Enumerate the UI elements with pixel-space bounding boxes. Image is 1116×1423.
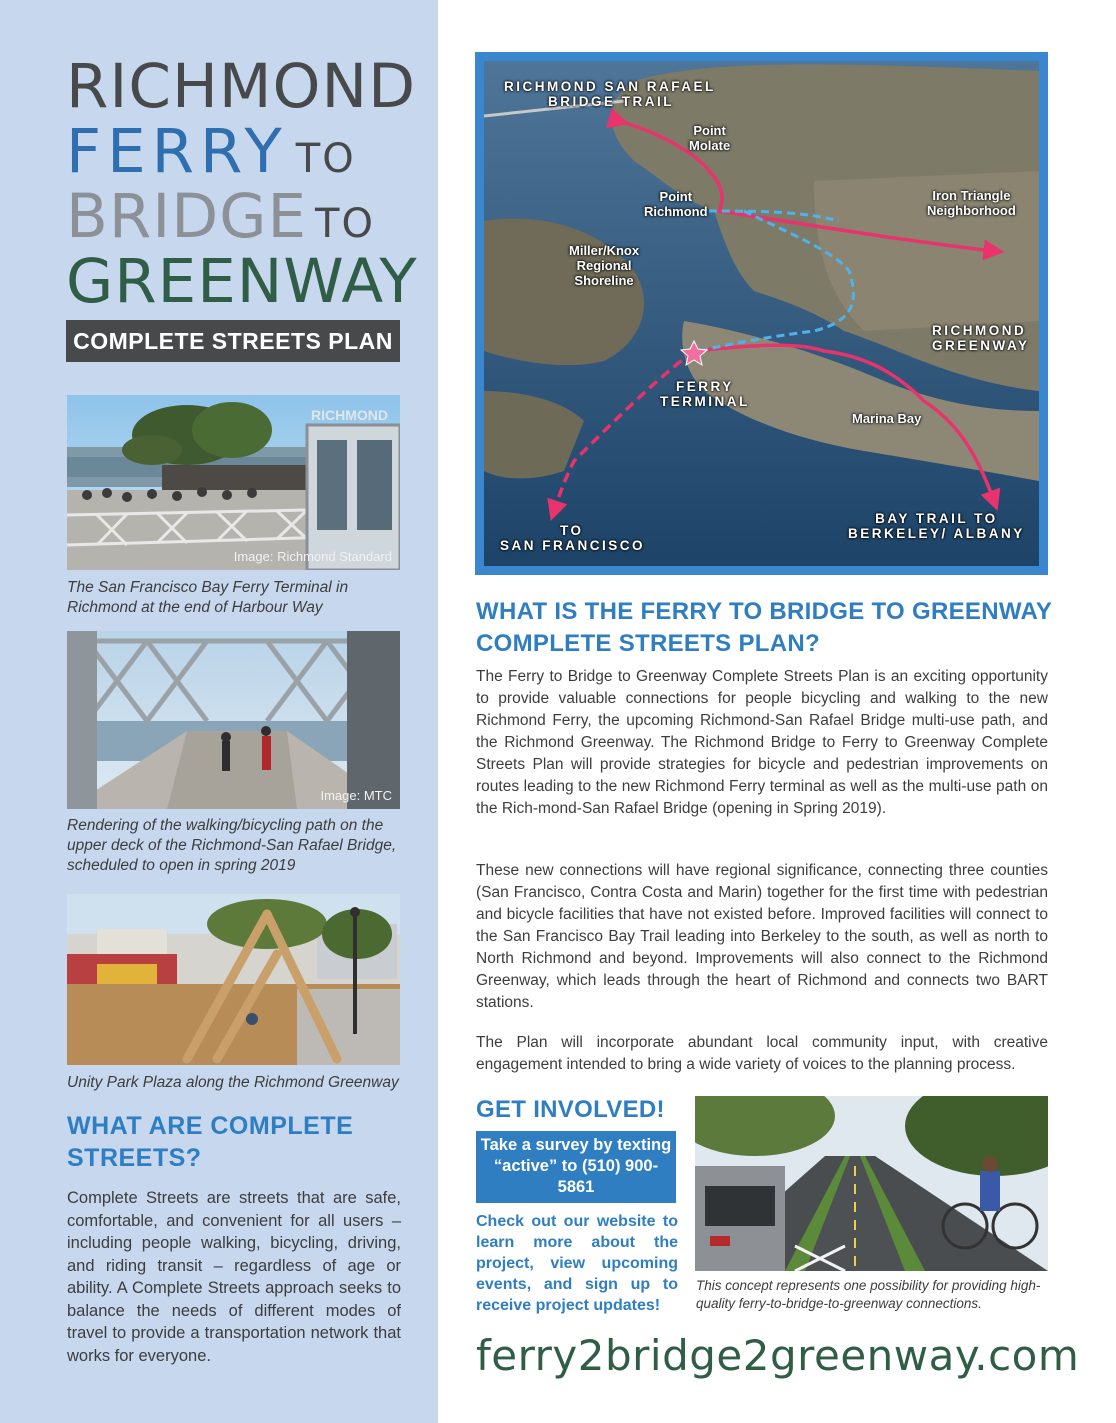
plan-heading: WHAT IS THE FERRY TO BRIDGE TO GREENWAY COMPLETE STREETS PLAN? — [476, 598, 1052, 657]
bridge-path-photo — [67, 631, 400, 809]
richmond-sign-text: RICHMOND — [311, 407, 388, 423]
unity-park-image — [67, 894, 400, 1065]
ferry-terminal-caption: The San Francisco Bay Ferry Terminal in Richmond at the end of Harbour Way — [67, 579, 349, 616]
website-url-link[interactable]: ferry2bridge2greenway.com — [476, 1331, 1080, 1380]
plan-paragraph-3: The Plan will incorporate abundant local community input, with creative engagement intended to bring a wide variety of voices to the planning process. — [476, 1034, 1048, 1073]
title-to-2: TO — [315, 201, 375, 247]
label-to-san-francisco: TO SAN FRANCISCO — [500, 523, 646, 553]
aerial-route-map — [475, 52, 1048, 575]
document-title — [66, 51, 426, 317]
photo-credit-2: Image: MTC — [320, 788, 392, 803]
website-callout: Check out our website to learn more about the project, view upcoming events, and sign up to receive project updates! — [476, 1213, 678, 1314]
ferry-terminal-photo — [67, 395, 400, 570]
plan-paragraph-2: These new connections will have regional significance, connecting three counties (San Francisco, Contra Costa and Marin) together for the first time with pedestrian and bicycle facilities that have not existed before. Improved facilities will connect to the San Francisco Bay Trail leading into Berkeley to the south, as well as north to North Richmond and beyond. Improvements will also connect to the Richmond Greenway, which leads through the heart of Richmond and connects two BART stations. — [476, 862, 1048, 1011]
unity-park-photo — [67, 894, 400, 1065]
label-ferry-terminal: FERRY TERMINAL — [660, 379, 750, 409]
complete-streets-body: Complete Streets are streets that are safe, comfortable, and convenient for all users – including people walking, bicycling, driving, and riding transit – regardless of age or ability. A Complete Streets approach seeks to balance the needs of different modes of travel to provide a transportation network that works for everyone. — [67, 1189, 401, 1365]
label-bay-trail: BAY TRAIL TO BERKELEY/ ALBANY — [848, 511, 1025, 541]
label-point-richmond: Point Richmond — [644, 189, 708, 219]
map-image — [484, 61, 1039, 566]
label-point-molate: Point Molate — [689, 123, 731, 153]
title-to-1: TO — [295, 136, 356, 182]
concept-rendering-image — [695, 1096, 1048, 1271]
get-involved-heading: GET INVOLVED! — [476, 1096, 665, 1123]
map-graphic — [484, 61, 1039, 566]
title-ferry: FERRY — [66, 116, 288, 187]
title-bridge-line — [66, 181, 426, 252]
title-ferry-line — [66, 116, 426, 187]
bridge-path-image — [67, 631, 400, 809]
unity-park-caption: Unity Park Plaza along the Richmond Greenway — [67, 1074, 399, 1091]
title-bridge: BRIDGE — [66, 181, 308, 252]
ferry-terminal-image — [67, 395, 400, 570]
bridge-path-caption: Rendering of the walking/bicycling path on the upper deck of the Richmond-San Rafael Bridge, scheduled to open in spring 2019 — [67, 817, 397, 874]
plan-paragraph-1: The Ferry to Bridge to Greenway Complete Streets Plan is an exciting opportunity to provide valuable connections for people bicycling and walking to the new Richmond Ferry, the upcoming Richmond-San Rafael Bridge multi-use path, and the Richmond Greenway. The Richmond Bridge to Ferry to Greenway Complete Streets Plan will provide strategies for bicycle and pedestrian improvements on routes leading to the new Richmond Ferry terminal as well as the multi-use path on the Rich-mond-San Rafael Bridge (opening in Spring 2019). — [476, 668, 1048, 817]
title-richmond: RICHMOND — [66, 51, 417, 122]
concept-rendering-photo — [695, 1096, 1048, 1271]
label-bridge-trail: RICHMOND SAN RAFAEL BRIDGE TRAIL — [504, 79, 716, 109]
survey-callout: Take a survey by texting “active” to (510) 900-5861 — [476, 1131, 676, 1203]
title-greenway: GREENWAY — [66, 246, 418, 317]
photo-credit-1: Image: Richmond Standard — [233, 549, 392, 564]
label-iron-triangle: Iron Triangle Neighborhood — [927, 188, 1016, 218]
concept-caption: This concept represents one possibility for providing high-quality ferry-to-bridge-to-greenway connections. — [696, 1278, 1041, 1311]
label-marina-bay: Marina Bay — [852, 411, 922, 426]
label-richmond-greenway: RICHMOND GREENWAY — [932, 323, 1030, 353]
complete-streets-heading: WHAT ARE COMPLETE STREETS? — [67, 1112, 354, 1172]
label-miller-knox: Miller/Knox Regional Shoreline — [569, 243, 640, 288]
complete-streets-plan-banner: COMPLETE STREETS PLAN — [66, 320, 400, 362]
